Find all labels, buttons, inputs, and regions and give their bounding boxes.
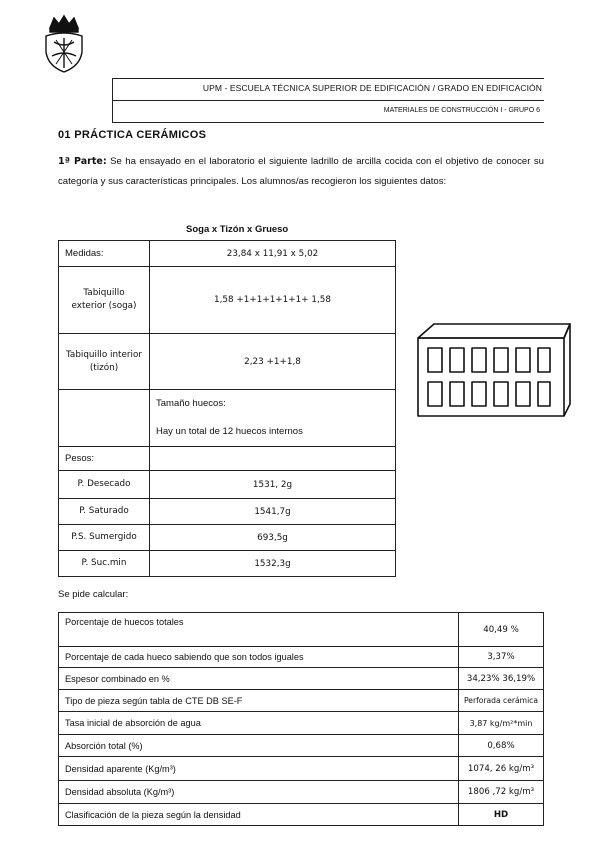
row-label: Tabiquillo exterior (soga) xyxy=(59,267,150,334)
brick-sketch-icon xyxy=(414,320,574,420)
row-value: 693,5g xyxy=(150,525,396,551)
row-label: P. Saturado xyxy=(59,499,150,525)
row-value: 2,23 +1+1,8 xyxy=(150,334,396,390)
row-label xyxy=(59,390,150,447)
table-row xyxy=(59,690,544,712)
row-label: Pesos: xyxy=(59,447,150,471)
results-table xyxy=(58,612,544,826)
row-value: 23,84 x 11,91 x 5,02 xyxy=(150,241,396,267)
table-row xyxy=(59,551,396,577)
result-answer: 3,87 kg/m²*min xyxy=(459,712,544,735)
table-row xyxy=(59,735,544,757)
result-answer: 34,23% 36,19% xyxy=(459,668,544,690)
table-row xyxy=(59,668,544,690)
table-row xyxy=(59,613,544,647)
result-answer: 0,68% xyxy=(459,735,544,757)
measures-column-header: Soga x Tizón x Grueso xyxy=(186,224,289,235)
intro-text: Se ha ensayado en el laboratorio el siguiente ladrillo de arcilla cocida con el objetivo de conocer su categoría y sus características principales. Los alumnos/as recogieron los siguientes datos: xyxy=(58,156,544,187)
row-label: Medidas: xyxy=(59,241,150,267)
table-row xyxy=(59,499,396,525)
result-question: Densidad aparente (Kg/m³) xyxy=(59,757,459,781)
header-course: MATERIALES DE CONSTRUCCIÓN I - GRUPO 6 xyxy=(383,107,540,114)
intro-paragraph xyxy=(58,152,544,192)
row-label: P.S. Sumergido xyxy=(59,525,150,551)
calculation-prompt: Se pide calcular: xyxy=(58,589,129,600)
intro-lead: 1ª Parte: xyxy=(58,156,107,167)
result-question: Densidad absoluta (Kg/m³) xyxy=(59,781,459,804)
result-answer: Perforada cerámica xyxy=(459,690,544,712)
table-row xyxy=(59,757,544,781)
table-row xyxy=(59,471,396,499)
table-row xyxy=(59,390,396,447)
row-label: P. Suc.min xyxy=(59,551,150,577)
row-value: 1532,3g xyxy=(150,551,396,577)
table-row xyxy=(59,525,396,551)
row-value: 1,58 +1+1+1+1+1+ 1,58 xyxy=(150,267,396,334)
result-question: Porcentaje de cada hueco sabiendo que son todos iguales xyxy=(59,647,459,668)
row-value xyxy=(150,390,396,447)
row-value xyxy=(150,447,396,471)
holes-size-label: Tamaño huecos: xyxy=(156,398,226,409)
holes-count-text: Hay un total de 12 huecos internos xyxy=(156,426,303,437)
result-answer: 1806 ,72 kg/m³ xyxy=(459,781,544,804)
table-row xyxy=(59,334,396,390)
result-answer: 40,49 % xyxy=(459,613,544,647)
table-row xyxy=(59,647,544,668)
table-row xyxy=(59,712,544,735)
university-crest-icon xyxy=(40,12,88,74)
header-school: UPM - ESCUELA TÉCNICA SUPERIOR DE EDIFICACIÓN / GRADO EN EDIFICACIÓN xyxy=(202,83,542,93)
result-question: Clasificación de la pieza según la densidad xyxy=(59,804,459,826)
page-title: 01 PRÁCTICA CERÁMICOS xyxy=(58,129,207,141)
row-label: P. Desecado xyxy=(59,471,150,499)
result-question: Espesor combinado en % xyxy=(59,668,459,690)
table-row xyxy=(59,267,396,334)
measures-table xyxy=(58,240,396,577)
header-divider xyxy=(112,122,544,123)
table-row xyxy=(59,781,544,804)
result-question: Tipo de pieza según tabla de CTE DB SE-F xyxy=(59,690,459,712)
result-answer: 3,37% xyxy=(459,647,544,668)
header-divider xyxy=(112,100,544,101)
row-label: Tabiquillo interior (tizón) xyxy=(59,334,150,390)
result-question: Tasa inicial de absorción de agua xyxy=(59,712,459,735)
result-question: Porcentaje de huecos totales xyxy=(59,613,459,647)
row-value: 1541,7g xyxy=(150,499,396,525)
row-value: 1531, 2g xyxy=(150,471,396,499)
table-row xyxy=(59,241,396,267)
result-answer: 1074, 26 kg/m³ xyxy=(459,757,544,781)
result-answer: HD xyxy=(459,804,544,826)
table-row xyxy=(59,447,396,471)
table-row xyxy=(59,804,544,826)
result-question: Absorción total (%) xyxy=(59,735,459,757)
